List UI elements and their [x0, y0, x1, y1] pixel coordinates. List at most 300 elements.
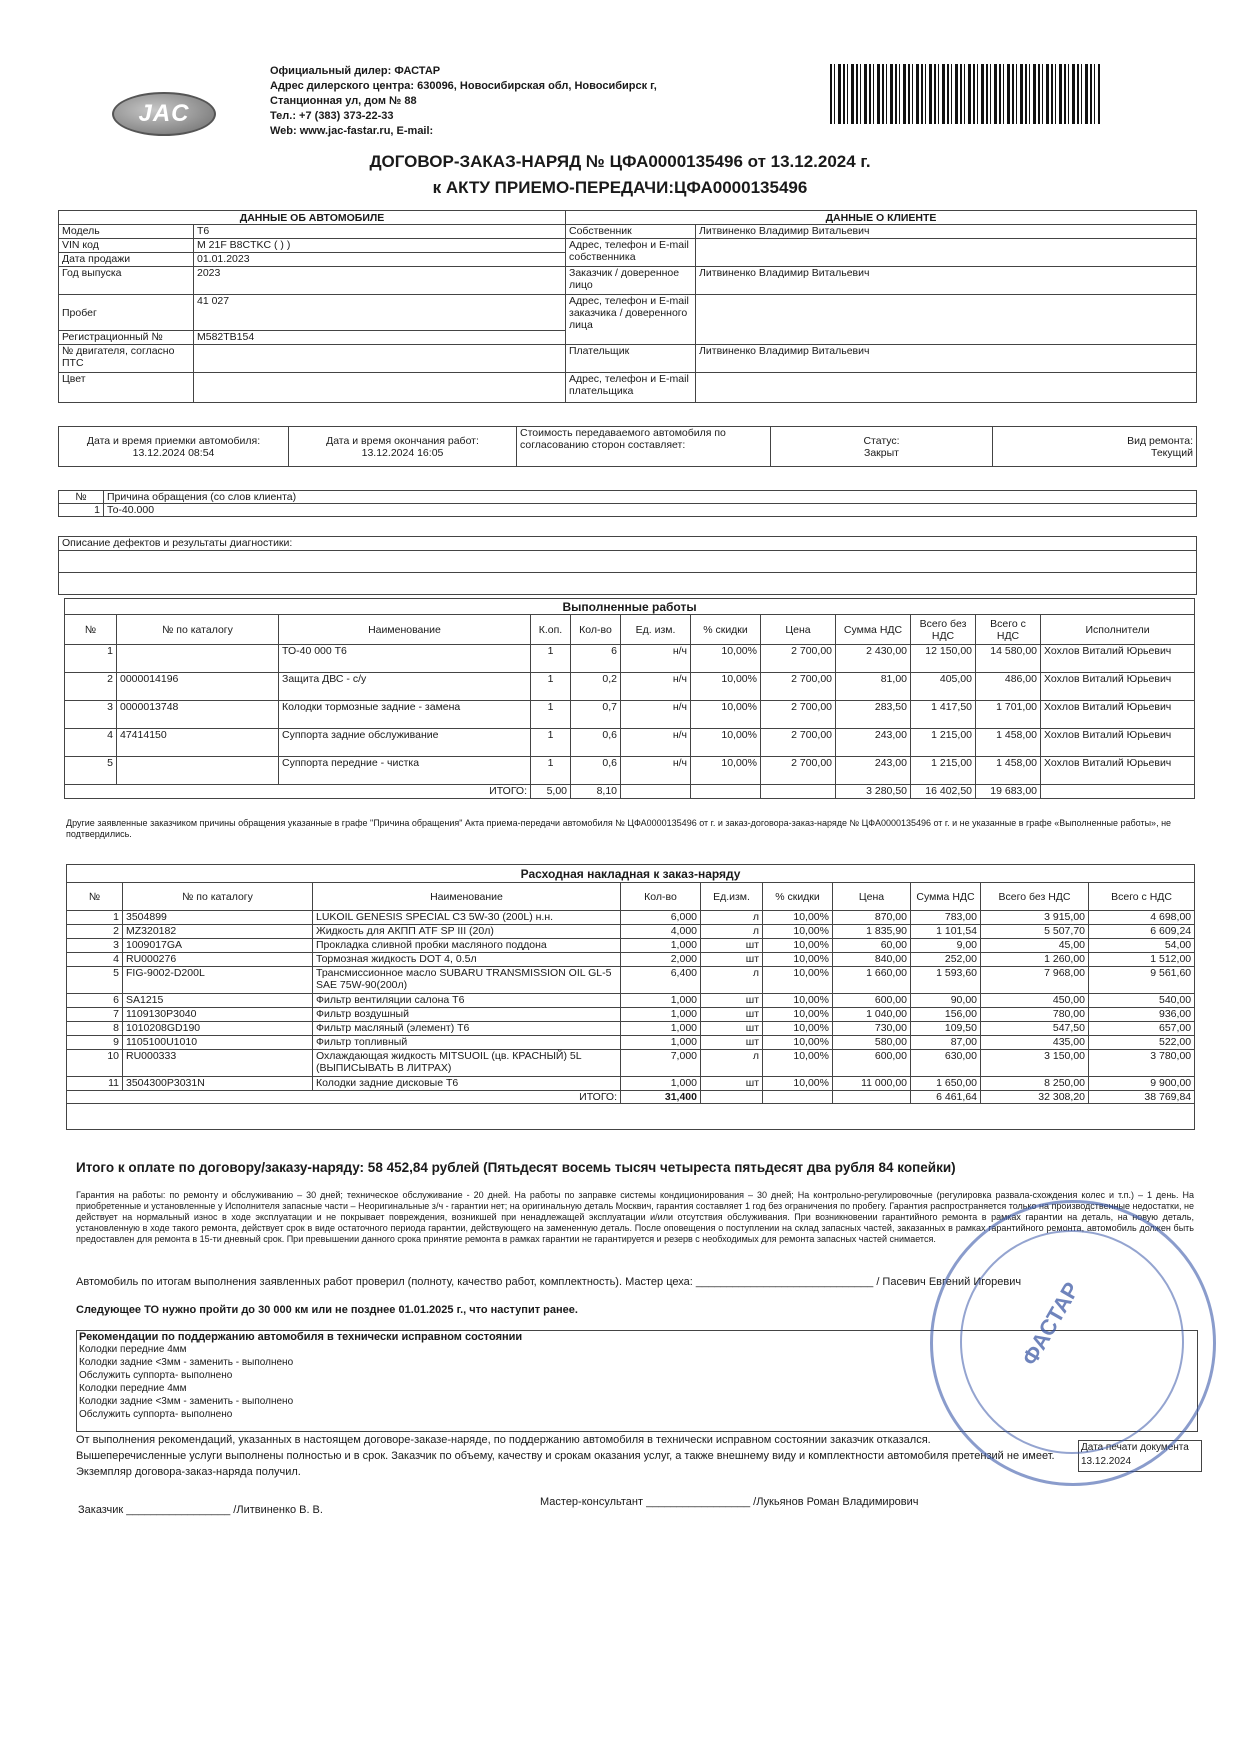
works-row [65, 701, 1195, 729]
parts-cell: 9,00 [911, 939, 981, 953]
parts-cell: 7 [67, 1008, 123, 1022]
parts-cell: 435,00 [981, 1036, 1089, 1050]
parts-cell: 10,00% [763, 1036, 833, 1050]
works-cell: 12 150,00 [911, 645, 976, 673]
client-label: Адрес, телефон и E-mail собственника [566, 239, 696, 267]
parts-cell: 730,00 [833, 1022, 911, 1036]
works-total-withvat: 19 683,00 [976, 785, 1041, 799]
works-cell [117, 645, 279, 673]
status-cell [771, 427, 993, 467]
works-cell: 0,7 [571, 701, 621, 729]
parts-cell: 5 507,70 [981, 925, 1089, 939]
copy-received-text: Экземпляр договора-заказ-наряда получил. [76, 1466, 301, 1478]
works-cell: 10,00% [691, 701, 761, 729]
parts-cell: 60,00 [833, 939, 911, 953]
accept-date-label: Дата и время приемки автомобиля: [86, 434, 261, 447]
finish-date-value: 13.12.2024 16:05 [361, 446, 444, 459]
parts-cell: 6 [67, 994, 123, 1008]
car-label: Пробег [59, 295, 194, 331]
parts-cell: Фильтр масляный (элемент) Т6 [313, 1022, 621, 1036]
parts-cell: RU000276 [123, 953, 313, 967]
works-cell: Хохлов Виталий Юрьевич [1041, 673, 1195, 701]
status-label: Статус: [863, 434, 900, 447]
works-total-qty: 8,10 [571, 785, 621, 799]
parts-cell: 3 [67, 939, 123, 953]
parts-cell: шт [701, 1077, 763, 1091]
parts-cell: 3504300P3031N [123, 1077, 313, 1091]
parts-cell: л [701, 925, 763, 939]
parts-cell: 600,00 [833, 1050, 911, 1077]
parts-cell: л [701, 1050, 763, 1077]
parts-cell: 783,00 [911, 911, 981, 925]
works-cell: 0,6 [571, 729, 621, 757]
works-cell: н/ч [621, 757, 691, 785]
parts-cell: Колодки задние дисковые Т6 [313, 1077, 621, 1091]
parts-row [67, 967, 1195, 994]
works-cell: 1 [531, 729, 571, 757]
works-cell: 1 458,00 [976, 757, 1041, 785]
parts-cell: Трансмиссионное масло SUBARU TRANSMISSION OIL GL-5 SAE 75W-90(200л) [313, 967, 621, 994]
parts-cell: л [701, 967, 763, 994]
works-row [65, 757, 1195, 785]
accept-date-cell [59, 427, 289, 467]
works-col-header: Наименование [279, 615, 531, 645]
client-label: Собственник [566, 225, 696, 239]
document-subtitle: к АКТУ ПРИЕМО-ПЕРЕДАЧИ:ЦФА0000135496 [432, 178, 808, 197]
works-cell: Суппорта задние обслуживание [279, 729, 531, 757]
parts-cell: 1109130P3040 [123, 1008, 313, 1022]
parts-cell: 1 835,90 [833, 925, 911, 939]
parts-cell: 10,00% [763, 1008, 833, 1022]
works-cell: 10,00% [691, 729, 761, 757]
parts-cell: 1,000 [621, 994, 701, 1008]
client-value: Литвиненко Владимир Витальевич [696, 267, 1197, 295]
parts-cell: 252,00 [911, 953, 981, 967]
client-value: Литвиненко Владимир Витальевич [696, 225, 1197, 239]
master-signature-line: Мастер-консультант _________________ /Лукьянов Роман Владимирович [540, 1496, 919, 1508]
parts-cell: шт [701, 953, 763, 967]
client-value [696, 373, 1197, 403]
car-value: М582ТВ154 [194, 331, 566, 345]
parts-cell: 936,00 [1089, 1008, 1195, 1022]
barcode-icon [830, 64, 1100, 124]
works-cell: 243,00 [836, 729, 911, 757]
parts-cell: 1,000 [621, 1077, 701, 1091]
parts-cell: 54,00 [1089, 939, 1195, 953]
parts-cell: шт [701, 1008, 763, 1022]
services-text: Вышеперечисленные услуги выполнены полностью и в срок. Заказчик по объему, качеству и срокам оказания услуг, а также внешнему виду и комплектности автомобиля претензий не имеет. [76, 1450, 1055, 1462]
works-col-header: Кол-во [571, 615, 621, 645]
client-label: Адрес, телефон и E-mail плательщика [566, 373, 696, 403]
parts-cell: 2 [67, 925, 123, 939]
parts-cell: л [701, 911, 763, 925]
parts-row [67, 1077, 1195, 1091]
check-line: Автомобиль по итогам выполнения заявленных работ проверил (полноту, качество работ, комплектность). Мастер цеха: _____________________________ / Пасевич Евгений Игоревич [76, 1276, 1022, 1288]
car-value: M 21F B8CTKC ( ) ) [194, 239, 566, 253]
car-label: Регистрационный № [59, 331, 194, 345]
parts-cell: 7,000 [621, 1050, 701, 1077]
parts-cell: 10,00% [763, 1022, 833, 1036]
works-cell: Хохлов Виталий Юрьевич [1041, 701, 1195, 729]
works-col-header: К.оп. [531, 615, 571, 645]
works-row [65, 729, 1195, 757]
parts-cell: Жидкость для АКПП ATF SP III (20л) [313, 925, 621, 939]
works-col-header: % скидки [691, 615, 761, 645]
reason-text: То-40.000 [104, 503, 1197, 516]
works-cell: 1 417,50 [911, 701, 976, 729]
parts-cell: 630,00 [911, 1050, 981, 1077]
parts-cell: 1 040,00 [833, 1008, 911, 1022]
works-col-header: № по каталогу [117, 615, 279, 645]
document-title: ДОГОВОР-ЗАКАЗ-НАРЯД № ЦФА0000135496 от 13.12.2024 г. [369, 152, 871, 171]
parts-cell: 6,000 [621, 911, 701, 925]
works-cell: 1 [531, 757, 571, 785]
parts-title: Расходная накладная к заказ-наряду [67, 865, 1195, 883]
works-total-vat: 3 280,50 [836, 785, 911, 799]
car-label: № двигателя, согласно ПТС [59, 345, 194, 373]
parts-total-withvat: 38 769,84 [1089, 1091, 1195, 1104]
works-cell: 405,00 [911, 673, 976, 701]
parts-cell: 580,00 [833, 1036, 911, 1050]
parts-col-header: Цена [833, 883, 911, 911]
works-cell: 1 [531, 701, 571, 729]
parts-row [67, 925, 1195, 939]
parts-cell: 3 780,00 [1089, 1050, 1195, 1077]
parts-cell: 3 150,00 [981, 1050, 1089, 1077]
finish-date-cell [289, 427, 517, 467]
works-cell: Защита ДВС - с/у [279, 673, 531, 701]
parts-row [67, 1022, 1195, 1036]
repair-type-cell [993, 427, 1197, 467]
parts-cell: 10,00% [763, 939, 833, 953]
parts-cell: 4,000 [621, 925, 701, 939]
parts-cell: 1 512,00 [1089, 953, 1195, 967]
parts-cell: шт [701, 994, 763, 1008]
parts-cell: 3504899 [123, 911, 313, 925]
parts-cell: шт [701, 1022, 763, 1036]
parts-cell: 1 593,60 [911, 967, 981, 994]
works-cell: 47414150 [117, 729, 279, 757]
works-cell: Колодки тормозные задние - замена [279, 701, 531, 729]
works-col-header: № [65, 615, 117, 645]
total-to-pay: Итого к оплате по договору/заказу-наряду: 58 452,84 рублей (Пятьдесят восемь тысяч четыреста пятьдесят два рубля 84 копейки) [76, 1160, 956, 1175]
client-value [696, 239, 1197, 267]
parts-cell: шт [701, 939, 763, 953]
works-cell: 486,00 [976, 673, 1041, 701]
car-label: Модель [59, 225, 194, 239]
parts-cell: 5 [67, 967, 123, 994]
parts-cell: 1 660,00 [833, 967, 911, 994]
recommendation-item: Обслужить суппорта- выполнено [79, 1370, 233, 1381]
parts-cell: 8 [67, 1022, 123, 1036]
works-cell: 2 430,00 [836, 645, 911, 673]
parts-cell: 9 900,00 [1089, 1077, 1195, 1091]
car-value: 41 027 [194, 295, 566, 331]
works-cell: ТО-40 000 Т6 [279, 645, 531, 673]
works-cell: 5 [65, 757, 117, 785]
parts-cell: 10 [67, 1050, 123, 1077]
works-col-header: Всего с НДС [976, 615, 1041, 645]
works-cell: 1 [531, 645, 571, 673]
parts-cell: 8 250,00 [981, 1077, 1089, 1091]
parts-cell: 1,000 [621, 1036, 701, 1050]
parts-row [67, 953, 1195, 967]
parts-cell: 780,00 [981, 1008, 1089, 1022]
works-cell: 81,00 [836, 673, 911, 701]
refusal-text: От выполнения рекомендаций, указанных в настоящем договоре-заказе-наряде, по поддержанию автомобиля в технически исправном состоянии заказчик отказался. [76, 1434, 931, 1446]
parts-cell: 547,50 [981, 1022, 1089, 1036]
works-cell: 1 215,00 [911, 757, 976, 785]
client-value: Литвиненко Владимир Витальевич [696, 345, 1197, 373]
recommendation-item: Колодки передние 4мм [79, 1344, 187, 1355]
parts-cell: 1010208GD190 [123, 1022, 313, 1036]
parts-cell: 10,00% [763, 994, 833, 1008]
repair-type-label: Вид ремонта: [1127, 434, 1193, 447]
parts-cell: 840,00 [833, 953, 911, 967]
parts-cell: 109,50 [911, 1022, 981, 1036]
car-label: Цвет [59, 373, 194, 403]
parts-cell: MZ320182 [123, 925, 313, 939]
works-row [65, 673, 1195, 701]
accept-date-value: 13.12.2024 08:54 [132, 446, 215, 459]
parts-cell: 11 [67, 1077, 123, 1091]
parts-cell: Фильтр вентиляции салона Т6 [313, 994, 621, 1008]
dealer-address-2: Станционная ул, дом № 88 [270, 95, 417, 107]
parts-cell: 4 [67, 953, 123, 967]
parts-total-novat: 32 308,20 [981, 1091, 1089, 1104]
works-cell: 0,6 [571, 757, 621, 785]
parts-cell: 657,00 [1089, 1022, 1195, 1036]
dealer-web: Web: www.jac-fastar.ru, E-mail: [270, 125, 434, 137]
parts-col-header: Кол-во [621, 883, 701, 911]
parts-cell: 11 000,00 [833, 1077, 911, 1091]
works-cell: 10,00% [691, 673, 761, 701]
works-cell: 14 580,00 [976, 645, 1041, 673]
parts-cell: 1,000 [621, 1008, 701, 1022]
status-value: Закрыт [864, 446, 899, 459]
works-cell: 6 [571, 645, 621, 673]
parts-row [67, 1036, 1195, 1050]
finish-date-label: Дата и время окончания работ: [326, 434, 479, 447]
parts-col-header: Наименование [313, 883, 621, 911]
parts-cell: FIG-9002-D200L [123, 967, 313, 994]
vehicle-client-table [58, 210, 1197, 403]
customer-signature-line: Заказчик _________________ /Литвиненко В. В. [78, 1504, 323, 1516]
parts-row [67, 939, 1195, 953]
print-date-label: Дата печати документа [1081, 1442, 1189, 1453]
works-cell: н/ч [621, 729, 691, 757]
car-label: Дата продажи [59, 253, 194, 267]
parts-cell: 450,00 [981, 994, 1089, 1008]
client-label: Адрес, телефон и E-mail заказчика / доверенного лица [566, 295, 696, 345]
parts-table [66, 864, 1195, 1130]
car-label: Год выпуска [59, 267, 194, 295]
works-cell: 2 700,00 [761, 645, 836, 673]
works-total-novat: 16 402,50 [911, 785, 976, 799]
dealer-address-1: Адрес дилерского центра: 630096, Новосибирская обл, Новосибирск г, [270, 80, 657, 92]
works-cell: 10,00% [691, 645, 761, 673]
parts-cell: шт [701, 1036, 763, 1050]
parts-cell: 9 561,60 [1089, 967, 1195, 994]
parts-cell: LUKOIL GENESIS SPECIAL C3 5W-30 (200L) н.н. [313, 911, 621, 925]
parts-cell: 2,000 [621, 953, 701, 967]
parts-col-header: Сумма НДС [911, 883, 981, 911]
parts-cell: 1105100U1010 [123, 1036, 313, 1050]
car-value: T6 [194, 225, 566, 239]
parts-cell: 4 698,00 [1089, 911, 1195, 925]
logo-text: JAC [138, 100, 190, 127]
parts-col-header: Всего с НДС [1089, 883, 1195, 911]
parts-row [67, 1050, 1195, 1077]
parts-cell: 10,00% [763, 911, 833, 925]
parts-cell: 1,000 [621, 939, 701, 953]
works-cell: 1 458,00 [976, 729, 1041, 757]
parts-cell: SA1215 [123, 994, 313, 1008]
works-cell: 10,00% [691, 757, 761, 785]
client-value [696, 295, 1197, 345]
works-cell: 2 700,00 [761, 729, 836, 757]
works-col-header: Всего без НДС [911, 615, 976, 645]
parts-cell: 600,00 [833, 994, 911, 1008]
works-col-header: Сумма НДС [836, 615, 911, 645]
works-cell: 283,50 [836, 701, 911, 729]
reason-header: Причина обращения (со слов клиента) [104, 490, 1197, 503]
parts-cell: 522,00 [1089, 1036, 1195, 1050]
parts-cell: 10,00% [763, 925, 833, 939]
works-cell: Хохлов Виталий Юрьевич [1041, 729, 1195, 757]
recommendation-item: Обслужить суппорта- выполнено [79, 1409, 233, 1420]
dates-table [58, 426, 1197, 467]
parts-row [67, 1008, 1195, 1022]
works-cell: н/ч [621, 645, 691, 673]
car-heading: ДАННЫЕ ОБ АВТОМОБИЛЕ [59, 211, 566, 225]
parts-total-qty: 31,400 [621, 1091, 701, 1104]
parts-cell: 10,00% [763, 967, 833, 994]
works-col-header: Цена [761, 615, 836, 645]
works-cell: 4 [65, 729, 117, 757]
parts-cell: 10,00% [763, 953, 833, 967]
works-cell: 2 700,00 [761, 701, 836, 729]
print-date-value: 13.12.2024 [1081, 1456, 1132, 1467]
parts-cell: 45,00 [981, 939, 1089, 953]
works-cell: Хохлов Виталий Юрьевич [1041, 645, 1195, 673]
works-cell: 1 215,00 [911, 729, 976, 757]
dealer-phone: Тел.: +7 (383) 373-22-33 [270, 110, 394, 122]
recommendation-item: Колодки передние 4мм [79, 1383, 187, 1394]
works-col-header: Ед. изм. [621, 615, 691, 645]
parts-row [67, 994, 1195, 1008]
works-total-kop: 5,00 [531, 785, 571, 799]
warranty-terms: Гарантия на работы: по ремонту и обслуживанию – 30 дней; техническое обслуживание - 20 дней. На работы по заправке системы кондиционирования – 30 дней; На контрольно-регулировочные (регулировка развала-схождения колес и т.п.) – 1 день. На приобретенные и установленные у Исполнителя запасные части – Неоригинальные з/ч - гарантии нет; на оригинальную деталь Москвич, гарантия составляет 1 год без ограничения по пробегу. Гарантия распространяется только на производственные недостатки, не действует на нормальный износ в ходе эксплуатации и не покрывает повреждения, возникшей при ненадлежащей эксплуатации и/или отсутствия обслуживания. При возникновении гарантийного ремонта в рамках гарантии на деталь, на новую деталь, установленную в ходе такого ремонта, действует срок в виде остаточного периода гарантии, действующего на замененную деталь. После оповещения о поступлении на склад запасных частей, заказанных в рамках гарантийного ремонта, автомобиль должен быть предоставлен для ремонта в 15-ти дневный срок. При превышении данного срока принятие ремонта в рамках гарантии не гарантируется и резерв с необходимых для ремонта запасных частей снимается. [76, 1190, 1194, 1244]
parts-cell: 1 650,00 [911, 1077, 981, 1091]
parts-cell: Фильтр воздушный [313, 1008, 621, 1022]
parts-cell: 7 968,00 [981, 967, 1089, 994]
parts-cell: 10,00% [763, 1077, 833, 1091]
parts-total-vat: 6 461,64 [911, 1091, 981, 1104]
cost-label: Стоимость передаваемого автомобиля по согласованию сторон составляет: [517, 427, 771, 467]
works-cell: 243,00 [836, 757, 911, 785]
parts-col-header: Всего без НДС [981, 883, 1089, 911]
defects-label: Описание дефектов и результаты диагностики: [59, 536, 1197, 550]
car-value: 2023 [194, 267, 566, 295]
parts-cell: 6 609,24 [1089, 925, 1195, 939]
parts-cell: 9 [67, 1036, 123, 1050]
works-note: Другие заявленные заказчиком причины обращения указанные в графе "Причина обращения" Акта приема-передачи автомобиля № ЦФА0000135496 от г. и заказ-договора-заказ-наряде № ЦФА0000135496 от г. и не указанные в графе «Выполненные работы», не подтвердились. [66, 818, 1172, 839]
reason-num-header: № [59, 490, 104, 503]
works-cell: н/ч [621, 673, 691, 701]
works-title: Выполненные работы [65, 599, 1195, 615]
parts-col-header: % скидки [763, 883, 833, 911]
brand-logo [112, 92, 216, 136]
parts-col-header: Ед.изм. [701, 883, 763, 911]
works-cell: 1 [65, 645, 117, 673]
works-cell: 2 700,00 [761, 673, 836, 701]
parts-cell: 10,00% [763, 1050, 833, 1077]
recommendation-item: Колодки задние <3мм - заменить - выполнено [79, 1357, 294, 1368]
works-cell: Хохлов Виталий Юрьевич [1041, 757, 1195, 785]
parts-col-header: № по каталогу [123, 883, 313, 911]
parts-total-label: ИТОГО: [67, 1091, 621, 1104]
works-cell: 0000013748 [117, 701, 279, 729]
works-cell [117, 757, 279, 785]
parts-cell: 1009017GA [123, 939, 313, 953]
works-cell: 1 701,00 [976, 701, 1041, 729]
recommendation-item: Колодки задние <3мм - заменить - выполнено [79, 1396, 294, 1407]
parts-cell: Охлаждающая жидкость MITSUOIL (цв. КРАСНЫЙ) 5L (ВЫПИСЫВАТЬ В ЛИТРАХ) [313, 1050, 621, 1077]
car-value: 01.01.2023 [194, 253, 566, 267]
works-total-label: ИТОГО: [65, 785, 531, 799]
car-value [194, 345, 566, 373]
works-col-header: Исполнители [1041, 615, 1195, 645]
dealer-name: Официальный дилер: ФАСТАР [270, 65, 441, 77]
works-cell: Суппорта передние - чистка [279, 757, 531, 785]
parts-cell: RU000333 [123, 1050, 313, 1077]
car-value [194, 373, 566, 403]
next-service: Следующее ТО нужно пройти до 30 000 км или не позднее 01.01.2025 г., что наступит ранее. [76, 1304, 578, 1316]
works-table [64, 598, 1195, 799]
parts-col-header: № [67, 883, 123, 911]
works-cell: 0000014196 [117, 673, 279, 701]
client-label: Плательщик [566, 345, 696, 373]
works-row [65, 645, 1195, 673]
parts-cell: 3 915,00 [981, 911, 1089, 925]
repair-type-value: Текущий [1151, 446, 1193, 459]
recommendations-title: Рекомендации по поддержанию автомобиля в технически исправном состоянии [79, 1331, 523, 1343]
parts-cell: 870,00 [833, 911, 911, 925]
parts-cell: 540,00 [1089, 994, 1195, 1008]
parts-cell: 87,00 [911, 1036, 981, 1050]
works-cell: 3 [65, 701, 117, 729]
works-cell: 0,2 [571, 673, 621, 701]
reason-num: 1 [59, 503, 104, 516]
works-cell: 2 [65, 673, 117, 701]
stamp-text: ФАСТАР [1016, 1277, 1085, 1370]
dealer-info [270, 64, 657, 139]
parts-cell: Фильтр топливный [313, 1036, 621, 1050]
parts-cell: 1 [67, 911, 123, 925]
works-cell: 1 [531, 673, 571, 701]
parts-row [67, 911, 1195, 925]
works-cell: 2 700,00 [761, 757, 836, 785]
client-label: Заказчик / доверенное лицо [566, 267, 696, 295]
parts-cell: 1 260,00 [981, 953, 1089, 967]
parts-cell: 6,400 [621, 967, 701, 994]
parts-cell: Тормозная жидкость DOT 4, 0.5л [313, 953, 621, 967]
parts-cell: 90,00 [911, 994, 981, 1008]
parts-cell: 156,00 [911, 1008, 981, 1022]
car-label: VIN код [59, 239, 194, 253]
reason-table [58, 478, 1197, 595]
